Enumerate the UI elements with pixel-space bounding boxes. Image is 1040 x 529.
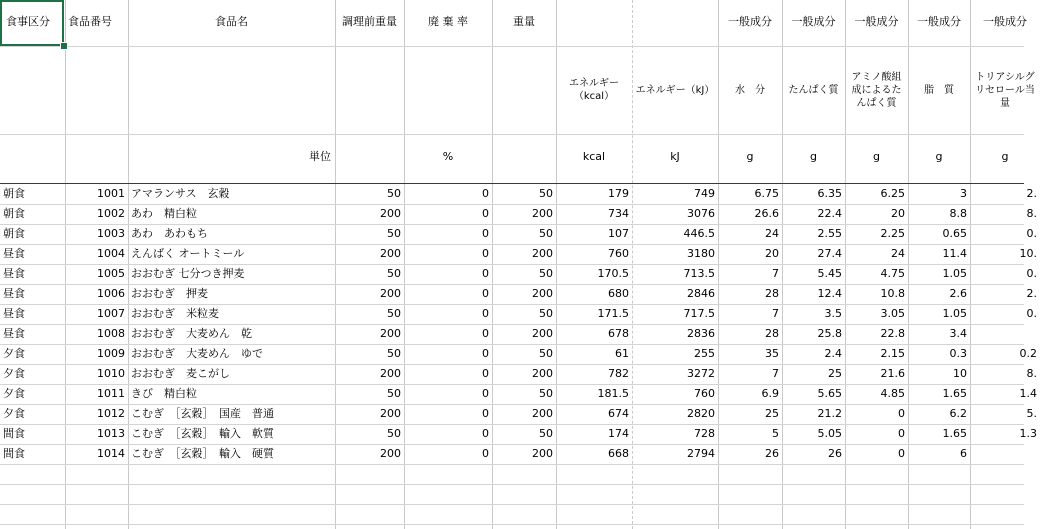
table-cell[interactable]: 6.9 bbox=[761, 387, 779, 400]
table-cell[interactable]: 20 bbox=[891, 207, 905, 220]
table-cell[interactable]: 1.05 bbox=[942, 267, 967, 280]
table-cell[interactable]: 717.5 bbox=[683, 307, 715, 320]
header-cell[interactable]: エネルギー（kcal） bbox=[569, 78, 619, 102]
header-cell[interactable]: 廃 棄 率 bbox=[428, 15, 468, 28]
header-cell[interactable]: g bbox=[746, 150, 754, 163]
table-cell[interactable]: 2.6 bbox=[949, 287, 967, 300]
table-cell[interactable]: 50 bbox=[539, 307, 553, 320]
table-cell[interactable]: 3272 bbox=[687, 367, 715, 380]
header-cell[interactable]: g bbox=[810, 150, 817, 163]
table-cell[interactable]: 夕食 bbox=[3, 387, 25, 400]
table-cell[interactable]: 22.8 bbox=[880, 327, 905, 340]
header-cell[interactable]: 一般成分 bbox=[983, 15, 1027, 28]
table-cell[interactable]: 1013 bbox=[97, 427, 125, 440]
table-cell[interactable]: 22.4 bbox=[817, 207, 842, 220]
header-cell[interactable]: アミノ酸組成によるたんぱく質 bbox=[851, 71, 902, 109]
table-cell[interactable]: 1014 bbox=[97, 447, 125, 460]
header-cell[interactable]: たんぱく質 bbox=[788, 84, 839, 96]
table-cell[interactable]: 200 bbox=[380, 287, 401, 300]
table-cell[interactable]: 50 bbox=[539, 227, 553, 240]
table-cell[interactable]: こむぎ ［玄穀］ 輸入 軟質 bbox=[131, 427, 274, 440]
table-cell[interactable]: 3.5 bbox=[824, 307, 842, 320]
table-cell[interactable]: 8. bbox=[1026, 367, 1037, 380]
header-cell[interactable] bbox=[556, 0, 632, 46]
table-cell[interactable]: 200 bbox=[532, 207, 553, 220]
table-cell[interactable]: 713.5 bbox=[683, 267, 715, 280]
table-cell[interactable]: 1005 bbox=[97, 267, 125, 280]
table-cell[interactable]: 200 bbox=[532, 407, 553, 420]
table-cell[interactable]: 0.3 bbox=[949, 347, 967, 360]
header-cell[interactable]: 一般成分 bbox=[917, 15, 961, 28]
table-cell[interactable]: 27.4 bbox=[817, 247, 842, 260]
table-cell[interactable]: 6 bbox=[960, 447, 967, 460]
table-cell[interactable]: 0 bbox=[482, 187, 489, 200]
table-cell[interactable]: 50 bbox=[387, 267, 401, 280]
table-cell[interactable]: 2794 bbox=[687, 447, 715, 460]
table-cell[interactable] bbox=[970, 444, 1040, 464]
table-cell[interactable]: 1.4 bbox=[1019, 387, 1037, 400]
table-cell[interactable]: 0. bbox=[1026, 307, 1037, 320]
table-cell[interactable]: 50 bbox=[387, 187, 401, 200]
table-cell[interactable]: 8. bbox=[1026, 207, 1037, 220]
table-cell[interactable]: 35 bbox=[765, 347, 779, 360]
table-cell[interactable]: 0 bbox=[482, 267, 489, 280]
table-cell[interactable]: 728 bbox=[694, 427, 715, 440]
table-cell[interactable]: こむぎ ［玄穀］ 国産 普通 bbox=[131, 407, 274, 420]
table-cell[interactable]: 10. bbox=[1019, 247, 1037, 260]
table-cell[interactable]: 11.4 bbox=[942, 247, 967, 260]
table-cell[interactable]: 0 bbox=[898, 427, 905, 440]
table-cell[interactable]: 25 bbox=[828, 367, 842, 380]
table-cell[interactable]: 200 bbox=[532, 447, 553, 460]
table-cell[interactable]: 0 bbox=[482, 347, 489, 360]
table-cell[interactable]: 782 bbox=[608, 367, 629, 380]
table-cell[interactable]: 6.75 bbox=[754, 187, 779, 200]
table-cell[interactable]: 1004 bbox=[97, 247, 125, 260]
table-cell[interactable]: 1010 bbox=[97, 367, 125, 380]
table-cell[interactable]: 10 bbox=[953, 367, 967, 380]
table-cell[interactable]: 10.8 bbox=[880, 287, 905, 300]
header-cell[interactable]: トリアシルグリセロール当量 bbox=[975, 71, 1035, 109]
table-cell[interactable]: 26 bbox=[828, 447, 842, 460]
table-cell[interactable]: 50 bbox=[539, 267, 553, 280]
table-cell[interactable]: 1008 bbox=[97, 327, 125, 340]
table-cell[interactable]: 1002 bbox=[97, 207, 125, 220]
table-cell[interactable]: 0.2 bbox=[1019, 347, 1037, 360]
table-cell[interactable]: 0 bbox=[482, 307, 489, 320]
table-cell[interactable]: 間食 bbox=[3, 447, 25, 460]
table-cell[interactable]: 0 bbox=[482, 367, 489, 380]
table-cell[interactable]: 179 bbox=[608, 187, 629, 200]
header-cell[interactable]: エネルギー（kJ） bbox=[635, 84, 715, 96]
table-cell[interactable]: おおむぎ 七分つき押麦 bbox=[131, 267, 245, 280]
table-cell[interactable]: 7 bbox=[772, 307, 779, 320]
table-cell[interactable]: 200 bbox=[532, 367, 553, 380]
table-cell[interactable]: 夕食 bbox=[3, 347, 25, 360]
table-cell[interactable]: 昼食 bbox=[3, 247, 25, 260]
table-cell[interactable]: 5.05 bbox=[817, 427, 842, 440]
table-cell[interactable]: 50 bbox=[387, 427, 401, 440]
table-cell[interactable]: 674 bbox=[608, 407, 629, 420]
table-cell[interactable]: 5. bbox=[1026, 407, 1037, 420]
header-cell[interactable]: g bbox=[1001, 150, 1009, 163]
active-cell-selection[interactable] bbox=[0, 0, 64, 46]
table-cell[interactable]: 24 bbox=[765, 227, 779, 240]
table-cell[interactable]: 0 bbox=[898, 407, 905, 420]
table-cell[interactable]: 昼食 bbox=[3, 267, 25, 280]
table-cell[interactable]: 28 bbox=[765, 327, 779, 340]
table-cell[interactable]: 2.55 bbox=[817, 227, 842, 240]
table-cell[interactable]: 0 bbox=[482, 207, 489, 220]
table-cell[interactable]: 181.5 bbox=[597, 387, 629, 400]
table-cell[interactable]: 0 bbox=[898, 447, 905, 460]
table-cell[interactable]: 61 bbox=[615, 347, 629, 360]
table-cell[interactable]: 6.2 bbox=[949, 407, 967, 420]
table-cell[interactable]: おおむぎ 麦こがし bbox=[131, 367, 230, 380]
row-gridline bbox=[0, 504, 1024, 505]
table-cell[interactable]: 26 bbox=[765, 447, 779, 460]
table-cell[interactable]: 26.6 bbox=[754, 207, 779, 220]
table-cell[interactable]: 昼食 bbox=[3, 287, 25, 300]
header-cell[interactable]: 脂 質 bbox=[924, 84, 954, 96]
table-cell[interactable]: 25 bbox=[765, 407, 779, 420]
table-cell[interactable]: 3.05 bbox=[880, 307, 905, 320]
table-cell[interactable]: 1012 bbox=[97, 407, 125, 420]
fill-handle[interactable] bbox=[60, 42, 68, 50]
table-cell[interactable]: 2836 bbox=[687, 327, 715, 340]
table-cell[interactable]: 昼食 bbox=[3, 307, 25, 320]
table-cell[interactable]: 4.85 bbox=[880, 387, 905, 400]
table-cell[interactable]: 0 bbox=[482, 327, 489, 340]
table-cell[interactable]: 2.15 bbox=[880, 347, 905, 360]
table-cell[interactable]: 1007 bbox=[97, 307, 125, 320]
table-cell[interactable]: 50 bbox=[539, 347, 553, 360]
table-cell[interactable]: 6.25 bbox=[880, 187, 905, 200]
table-cell[interactable]: 50 bbox=[539, 427, 553, 440]
row-gridline bbox=[0, 484, 1024, 485]
header-cell[interactable]: 一般成分 bbox=[791, 15, 836, 28]
table-cell[interactable]: 20 bbox=[765, 247, 779, 260]
header-cell[interactable]: 水 分 bbox=[735, 84, 765, 96]
table-cell[interactable]: 昼食 bbox=[3, 327, 25, 340]
table-cell[interactable]: おおむぎ 米粒麦 bbox=[131, 307, 219, 320]
table-cell[interactable]: 2820 bbox=[687, 407, 715, 420]
table-cell[interactable]: アマランサス 玄穀 bbox=[131, 187, 230, 200]
table-cell[interactable]: 24 bbox=[891, 247, 905, 260]
table-cell[interactable]: 678 bbox=[608, 327, 629, 340]
table-cell[interactable]: 1.65 bbox=[942, 387, 967, 400]
table-cell[interactable]: 3180 bbox=[687, 247, 715, 260]
table-cell[interactable]: 0 bbox=[482, 387, 489, 400]
table-cell[interactable]: 171.5 bbox=[597, 307, 629, 320]
table-cell[interactable]: 5.65 bbox=[817, 387, 842, 400]
table-cell[interactable]: 21.6 bbox=[880, 367, 905, 380]
table-cell[interactable]: 107 bbox=[608, 227, 629, 240]
table-cell[interactable]: 3 bbox=[960, 187, 967, 200]
table-cell[interactable]: 3.4 bbox=[949, 327, 967, 340]
table-cell[interactable]: えんばく オートミール bbox=[131, 247, 245, 260]
table-cell[interactable]: おおむぎ 大麦めん 乾 bbox=[131, 327, 252, 340]
table-cell[interactable]: 28 bbox=[765, 287, 779, 300]
table-cell[interactable]: 50 bbox=[387, 347, 401, 360]
table-cell[interactable]: 50 bbox=[539, 387, 553, 400]
table-cell[interactable]: おおむぎ 大麦めん ゆで bbox=[131, 347, 263, 360]
header-cell[interactable]: kcal bbox=[582, 150, 606, 163]
table-cell[interactable]: 1003 bbox=[97, 227, 125, 240]
header-cell[interactable]: g bbox=[873, 150, 880, 163]
table-cell[interactable]: 200 bbox=[380, 407, 401, 420]
table-cell[interactable]: 朝食 bbox=[3, 227, 25, 240]
table-cell[interactable]: 25.8 bbox=[817, 327, 842, 340]
table-cell[interactable]: 0 bbox=[482, 447, 489, 460]
table-cell[interactable]: 1.65 bbox=[942, 427, 967, 440]
header-cell[interactable]: 重量 bbox=[513, 15, 535, 28]
header-cell[interactable]: 調理前重量 bbox=[342, 15, 397, 28]
table-cell[interactable]: 1.05 bbox=[942, 307, 967, 320]
table-cell[interactable]: 200 bbox=[532, 327, 553, 340]
table-cell[interactable]: 1009 bbox=[97, 347, 125, 360]
table-cell[interactable]: 50 bbox=[387, 227, 401, 240]
table-cell[interactable]: 0. bbox=[1026, 227, 1037, 240]
table-cell[interactable]: 200 bbox=[380, 247, 401, 260]
table-cell[interactable]: 12.4 bbox=[817, 287, 842, 300]
header-cell[interactable]: 一般成分 bbox=[728, 15, 772, 28]
table-cell[interactable]: 夕食 bbox=[3, 367, 25, 380]
header-cell[interactable]: g bbox=[935, 150, 943, 163]
table-cell[interactable]: 760 bbox=[694, 387, 715, 400]
header-cell[interactable]: 単位 bbox=[309, 150, 331, 163]
table-cell[interactable]: 0 bbox=[482, 247, 489, 260]
table-cell[interactable]: 2.25 bbox=[880, 227, 905, 240]
table-cell[interactable]: 5.45 bbox=[817, 267, 842, 280]
header-cell[interactable] bbox=[632, 0, 718, 46]
table-cell[interactable]: 200 bbox=[532, 287, 553, 300]
table-cell[interactable]: 749 bbox=[694, 187, 715, 200]
table-cell[interactable]: こむぎ ［玄穀］ 輸入 硬質 bbox=[131, 447, 274, 460]
table-cell[interactable]: 間食 bbox=[3, 427, 25, 440]
table-cell[interactable]: 朝食 bbox=[3, 207, 25, 220]
table-cell[interactable]: 2. bbox=[1026, 187, 1037, 200]
table-cell[interactable]: おおむぎ 押麦 bbox=[131, 287, 208, 300]
table-cell[interactable]: 2.4 bbox=[824, 347, 842, 360]
header-cell[interactable]: 食事区分 bbox=[6, 15, 50, 28]
table-cell[interactable]: 朝食 bbox=[3, 187, 25, 200]
table-cell[interactable]: 0 bbox=[482, 427, 489, 440]
table-cell[interactable]: 7 bbox=[772, 267, 779, 280]
header-cell[interactable]: 一般成分 bbox=[854, 15, 899, 28]
table-cell[interactable]: 3076 bbox=[687, 207, 715, 220]
table-cell[interactable]: 760 bbox=[608, 247, 629, 260]
table-cell[interactable]: 4.75 bbox=[880, 267, 905, 280]
header-cell[interactable]: % bbox=[442, 150, 454, 163]
table-cell[interactable]: 夕食 bbox=[3, 407, 25, 420]
table-cell[interactable]: 50 bbox=[539, 187, 553, 200]
table-cell[interactable]: 200 bbox=[380, 327, 401, 340]
table-cell[interactable]: 680 bbox=[608, 287, 629, 300]
table-cell[interactable]: 1.3 bbox=[1019, 427, 1037, 440]
table-cell[interactable]: 0 bbox=[482, 227, 489, 240]
header-cell[interactable]: 食品名 bbox=[215, 15, 248, 28]
table-cell[interactable]: あわ 精白粒 bbox=[131, 207, 197, 220]
table-cell[interactable]: 174 bbox=[608, 427, 629, 440]
table-cell[interactable]: 1001 bbox=[97, 187, 125, 200]
table-cell[interactable]: 734 bbox=[608, 207, 629, 220]
table-cell[interactable]: 2. bbox=[1026, 287, 1037, 300]
table-cell[interactable]: 50 bbox=[387, 387, 401, 400]
table-cell[interactable]: きび 精白粒 bbox=[131, 387, 197, 400]
table-cell[interactable] bbox=[970, 324, 1040, 344]
table-cell[interactable]: 170.5 bbox=[597, 267, 629, 280]
table-cell[interactable]: 0.65 bbox=[942, 227, 967, 240]
table-cell[interactable]: 6.35 bbox=[817, 187, 842, 200]
table-cell[interactable]: 8.8 bbox=[949, 207, 967, 220]
table-cell[interactable]: 2846 bbox=[687, 287, 715, 300]
table-cell[interactable]: 200 bbox=[380, 207, 401, 220]
table-cell[interactable]: 21.2 bbox=[817, 407, 842, 420]
row-gridline bbox=[0, 524, 1024, 525]
header-cell[interactable]: kJ bbox=[670, 150, 680, 163]
table-cell[interactable]: 1011 bbox=[97, 387, 125, 400]
table-cell[interactable]: 0 bbox=[482, 287, 489, 300]
table-cell[interactable]: 50 bbox=[387, 307, 401, 320]
table-cell[interactable]: 255 bbox=[694, 347, 715, 360]
table-cell[interactable]: 7 bbox=[772, 367, 779, 380]
table-cell[interactable]: 0. bbox=[1026, 267, 1037, 280]
table-cell[interactable]: 200 bbox=[532, 247, 553, 260]
table-cell[interactable]: 1006 bbox=[97, 287, 125, 300]
table-cell[interactable]: 668 bbox=[608, 447, 629, 460]
table-cell[interactable]: あわ あわもち bbox=[131, 227, 208, 240]
header-cell[interactable]: 食品番号 bbox=[68, 15, 112, 28]
table-cell[interactable]: 200 bbox=[380, 447, 401, 460]
table-cell[interactable]: 200 bbox=[380, 367, 401, 380]
table-cell[interactable]: 0 bbox=[482, 407, 489, 420]
row-gridline bbox=[0, 464, 1024, 465]
table-cell[interactable]: 446.5 bbox=[683, 227, 715, 240]
table-cell[interactable]: 5 bbox=[772, 427, 779, 440]
